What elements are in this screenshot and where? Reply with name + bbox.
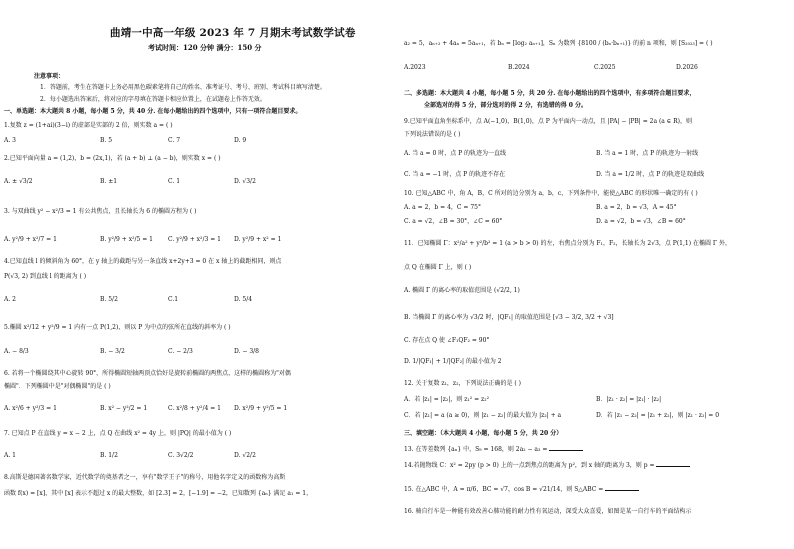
q3-option-d: D. y²/9 + x² = 1: [234, 236, 282, 243]
q13-answer-blank[interactable]: [549, 450, 583, 451]
q1-option-c: C. 7: [168, 137, 181, 144]
question-11-line1: 11．已知椭圆 Γ：x²/a² + y²/b² = 1 (a > b > 0) 的左，右焦点分别为 F₁，F₂，长轴长为 2√3，点 P(1,1) 在椭圆 Γ 外，: [404, 240, 731, 247]
q4-option-b: B. 5/2: [100, 296, 118, 303]
q4-option-c: C.1: [168, 296, 179, 303]
q2-option-d: D. √3/2: [234, 178, 256, 185]
q11-option-c: C. 存在点 Q 使 ∠F₁QF₂ = 90°: [404, 337, 490, 344]
q12-option-a: A．若 |z₁| = |z₂|，则 z₁² = z₂²: [404, 396, 489, 403]
question-9-line1: 9.已知平面直角坐标系中，点 A(−1,0)，B(1,0)，点 P 为平面内一动点，且 |PA| − |PB| = 2a (a ∈ R)，则: [404, 118, 692, 125]
question-4-line1: 4.已知直线 l 的倾斜角为 60°，在 y 轴上的截距与另一条直线 x+2y+3 = 0 在 x 轴上的截距相同，则点: [4, 258, 282, 265]
question-13-text: 13. 在等差数列 {aₙ} 中，S₉ = 168，则 2a₂ − a₃ =: [404, 446, 548, 453]
note-2: 2．每小题选出答案后，将对应的字母填在答题卡相应位置上，在试题卷上作答无效。: [40, 96, 266, 103]
q14-answer-blank[interactable]: [656, 466, 690, 467]
q9-option-b: B. 当 a = 1 时，点 P 的轨迹为一射线: [596, 150, 699, 157]
q2-option-c: C. 1: [168, 178, 181, 185]
q12-option-b: B．|z₁ · z₂| = |z₁| · |z₂|: [596, 396, 662, 403]
q7-option-c: C. 3√2/2: [168, 452, 194, 459]
q3-option-a: A. y²/9 + x²/7 = 1: [4, 236, 57, 243]
q9-option-c: C. 当 a = −1 时，点 P 的轨迹不存在: [404, 171, 506, 178]
q10-option-c: C. a = √2，∠B = 30°，∠C = 60°: [404, 218, 503, 225]
q11-option-d: D. 1/|QF₁| + 1/|QF₂| 的最小值为 2: [404, 358, 502, 365]
question-13: [404, 446, 583, 454]
q6-option-b: B. x² − y²/2 = 1: [100, 405, 148, 412]
exam-info: 考试时间：120 分钟 满分：150 分: [148, 43, 262, 52]
q8-option-b: B.2024: [508, 64, 530, 71]
question-3: 3. 与双曲线 y² − x²/3 = 1 有公共焦点，且长轴长为 6 的椭圆方程为 ( ): [4, 208, 197, 215]
q1-option-d: D. 9: [234, 137, 247, 144]
q9-option-d: D. 当 a = 1/2 时，点 P 的轨迹是双曲线: [596, 171, 705, 178]
question-5: 5.椭圆 x²/12 + y²/9 = 1 内有一点 P(1,2)，则以 P 为中点的弦所在直线的斜率为 ( ): [4, 324, 231, 331]
q5-option-d: D. − 3/8: [234, 348, 260, 355]
section3-header: 三、填空题：（本大题共 4 小题，每小题 5 分，共 20 分）: [404, 430, 563, 437]
q6-option-d: D. x²/9 + y²/5 = 1: [234, 405, 288, 412]
question-15: [404, 486, 639, 494]
question-6-line1: 6. 若将一个椭圆绕其中心旋转 90°，所得椭圆短轴两顶点恰好是旋转前椭圆的两焦点，这样的椭圆称为"对偶: [4, 370, 291, 377]
q7-option-a: A. 1: [4, 452, 16, 459]
question-2: 2.已知平面向量 a = (1,2)，b = (2x,1)，若 (a + b) ⊥ (a − b)，则实数 x = ( ): [4, 155, 221, 162]
q10-option-a: A. a = 2，b = 4，C = 75°: [404, 204, 481, 211]
question-1: 1.复数 z = (1+ai)(3−i) 的虚部是实部的 2 倍，则实数 a = ( ): [4, 122, 173, 129]
q10-option-d: D. a = √2，b = √3，∠B = 60°: [596, 218, 686, 225]
question-7: 7. 已知点 P 在直线 y = x − 2 上，点 Q 在曲线 x² = 4y 上，则 |PQ| 的最小值为 ( ): [4, 430, 232, 437]
question-8-line2: 函数 f(x) = [x]，其中 [x] 表示不超过 x 的最大整数，如 [2.3] = 2，[−1.9] = −2，已知数列 {aₙ} 满足 a₁ = 1，: [4, 490, 313, 497]
q6-option-c: C. x²/8 + y²/4 = 1: [168, 405, 221, 412]
q10-option-b: B. a = 2，b = √3，A = 45°: [596, 204, 677, 211]
notes-title: 注意事项：: [34, 73, 65, 80]
q5-option-b: B. − 3/2: [100, 348, 125, 355]
q8-option-d: D.2026: [676, 64, 698, 71]
q15-answer-blank[interactable]: [605, 490, 639, 491]
question-4-line2: P(√3, 2) 到直线 l 的距离为 ( ): [4, 273, 87, 280]
q8-option-c: C.2025: [594, 64, 616, 71]
section2-header-line1: 二、多选题：本大题共 4 小题，每小题 5 分，共 20 分. 在每小题给出的四个选项中，有多项符合题目要求，: [404, 90, 696, 97]
exam-title: 曲靖一中高一年级 2023 年 7 月期末考试数学试卷: [110, 27, 356, 39]
q5-option-a: A. − 8/3: [4, 348, 29, 355]
section2-header-line2: 全部选对的得 5 分，部分选对的得 2 分，有选错的得 0 分。: [424, 102, 588, 109]
question-16: 16. 骑自行车是一种能有效改善心肺功能的耐力性有氧运动，深受大众喜爱，如图是某一自行车的平面结构示: [404, 508, 692, 515]
section1-header: 一、单选题：本大题共 8 小题，每小题 5 分，共 40 分. 在每小题给出的四个选项中，只有一项符合题目要求。: [4, 108, 302, 115]
q1-option-b: B. 5: [100, 137, 113, 144]
q11-option-b: B. 当椭圆 Γ 的离心率为 √3/2 时，|QF₁| 的取值范围是 [√3 − 3/2, 3/2 + √3]: [404, 314, 614, 321]
question-14-text: 14.若抛物线 C：x² = 2py (p > 0) 上的一点到焦点的距离为 p²，到 x 轴的距离为 3，则 p =: [404, 462, 655, 469]
question-15-text: 15. 在△ABC 中，A = π/6，BC = √7，cos B = √21/14，则 S△ABC =: [404, 486, 604, 493]
question-8-line3: a₂ = 5，aₙ₊₂ + 4aₙ = 5aₙ₊₁，若 bₙ = [log₂ aₙ₊₁]，Sₙ 为数列 {8100 / (bₙ·bₙ₊₁)} 的前 n 项和，则 [S₂₀₂₃] = ( ): [404, 40, 713, 47]
q11-option-a: A. 椭圆 Γ 的离心率的取值范围是 (√2/2, 1): [404, 287, 520, 294]
q2-option-a: A. ± √3/2: [4, 178, 33, 185]
q6-option-a: A. x²/6 + y²/3 = 1: [4, 405, 57, 412]
q7-option-d: D. √2/2: [234, 452, 256, 459]
q4-option-d: D. 5/4: [234, 296, 253, 303]
q9-option-a: A. 当 a = 0 时，点 P 的轨迹为一直线: [404, 150, 507, 157]
note-1: 1．答题前，考生在答题卡上务必用黑色碳素笔将自己的姓名、准考证号、考号、班别、考试科目填写清楚。: [40, 84, 326, 91]
q1-option-a: A. 3: [4, 137, 16, 144]
q8-option-a: A.2023: [404, 64, 426, 71]
q7-option-b: B. 1/2: [100, 452, 118, 459]
question-9-line2: 下列说法错误的是 ( ): [404, 131, 461, 138]
q2-option-b: B. ±1: [100, 178, 118, 185]
q3-option-c: C. y²/9 + x²/3 = 1: [168, 236, 221, 243]
question-14: [404, 462, 690, 470]
q12-option-d: D．若 |z₁ − z₂| = |z₁ + z₂|，则 |z₁ · z₂| = 0: [596, 412, 720, 419]
q3-option-b: B. y²/9 + x²/5 = 1: [100, 236, 153, 243]
question-12: 12. 关于复数 z₁，z₂，下列说法正确的是 ( ): [404, 380, 521, 387]
question-8-line1: 8.高斯是德国著名数学家，近代数学的奠基者之一，享有"数学王子"的称号，用他名字定义的函数称为高斯: [4, 474, 286, 481]
question-6-line2: 椭圆"．下列椭圆中是"对偶椭圆"的是 ( ): [4, 383, 111, 390]
q4-option-a: A. 2: [4, 296, 16, 303]
q5-option-c: C. − 2/3: [168, 348, 193, 355]
question-10: 10. 已知△ABC 中，角 A，B，C 所对的边分别为 a，b，c，下列条件中，能使△ABC 的形状唯一确定的有 ( ): [404, 190, 698, 197]
question-11-line2: 点 Q 在椭圆 Γ 上，则 ( ): [404, 264, 472, 271]
q12-option-c: C．若 |z₁| = a (a ≥ 0)，则 |z₁ − z₂| 的最大值为 |z₂| + a: [404, 412, 562, 419]
